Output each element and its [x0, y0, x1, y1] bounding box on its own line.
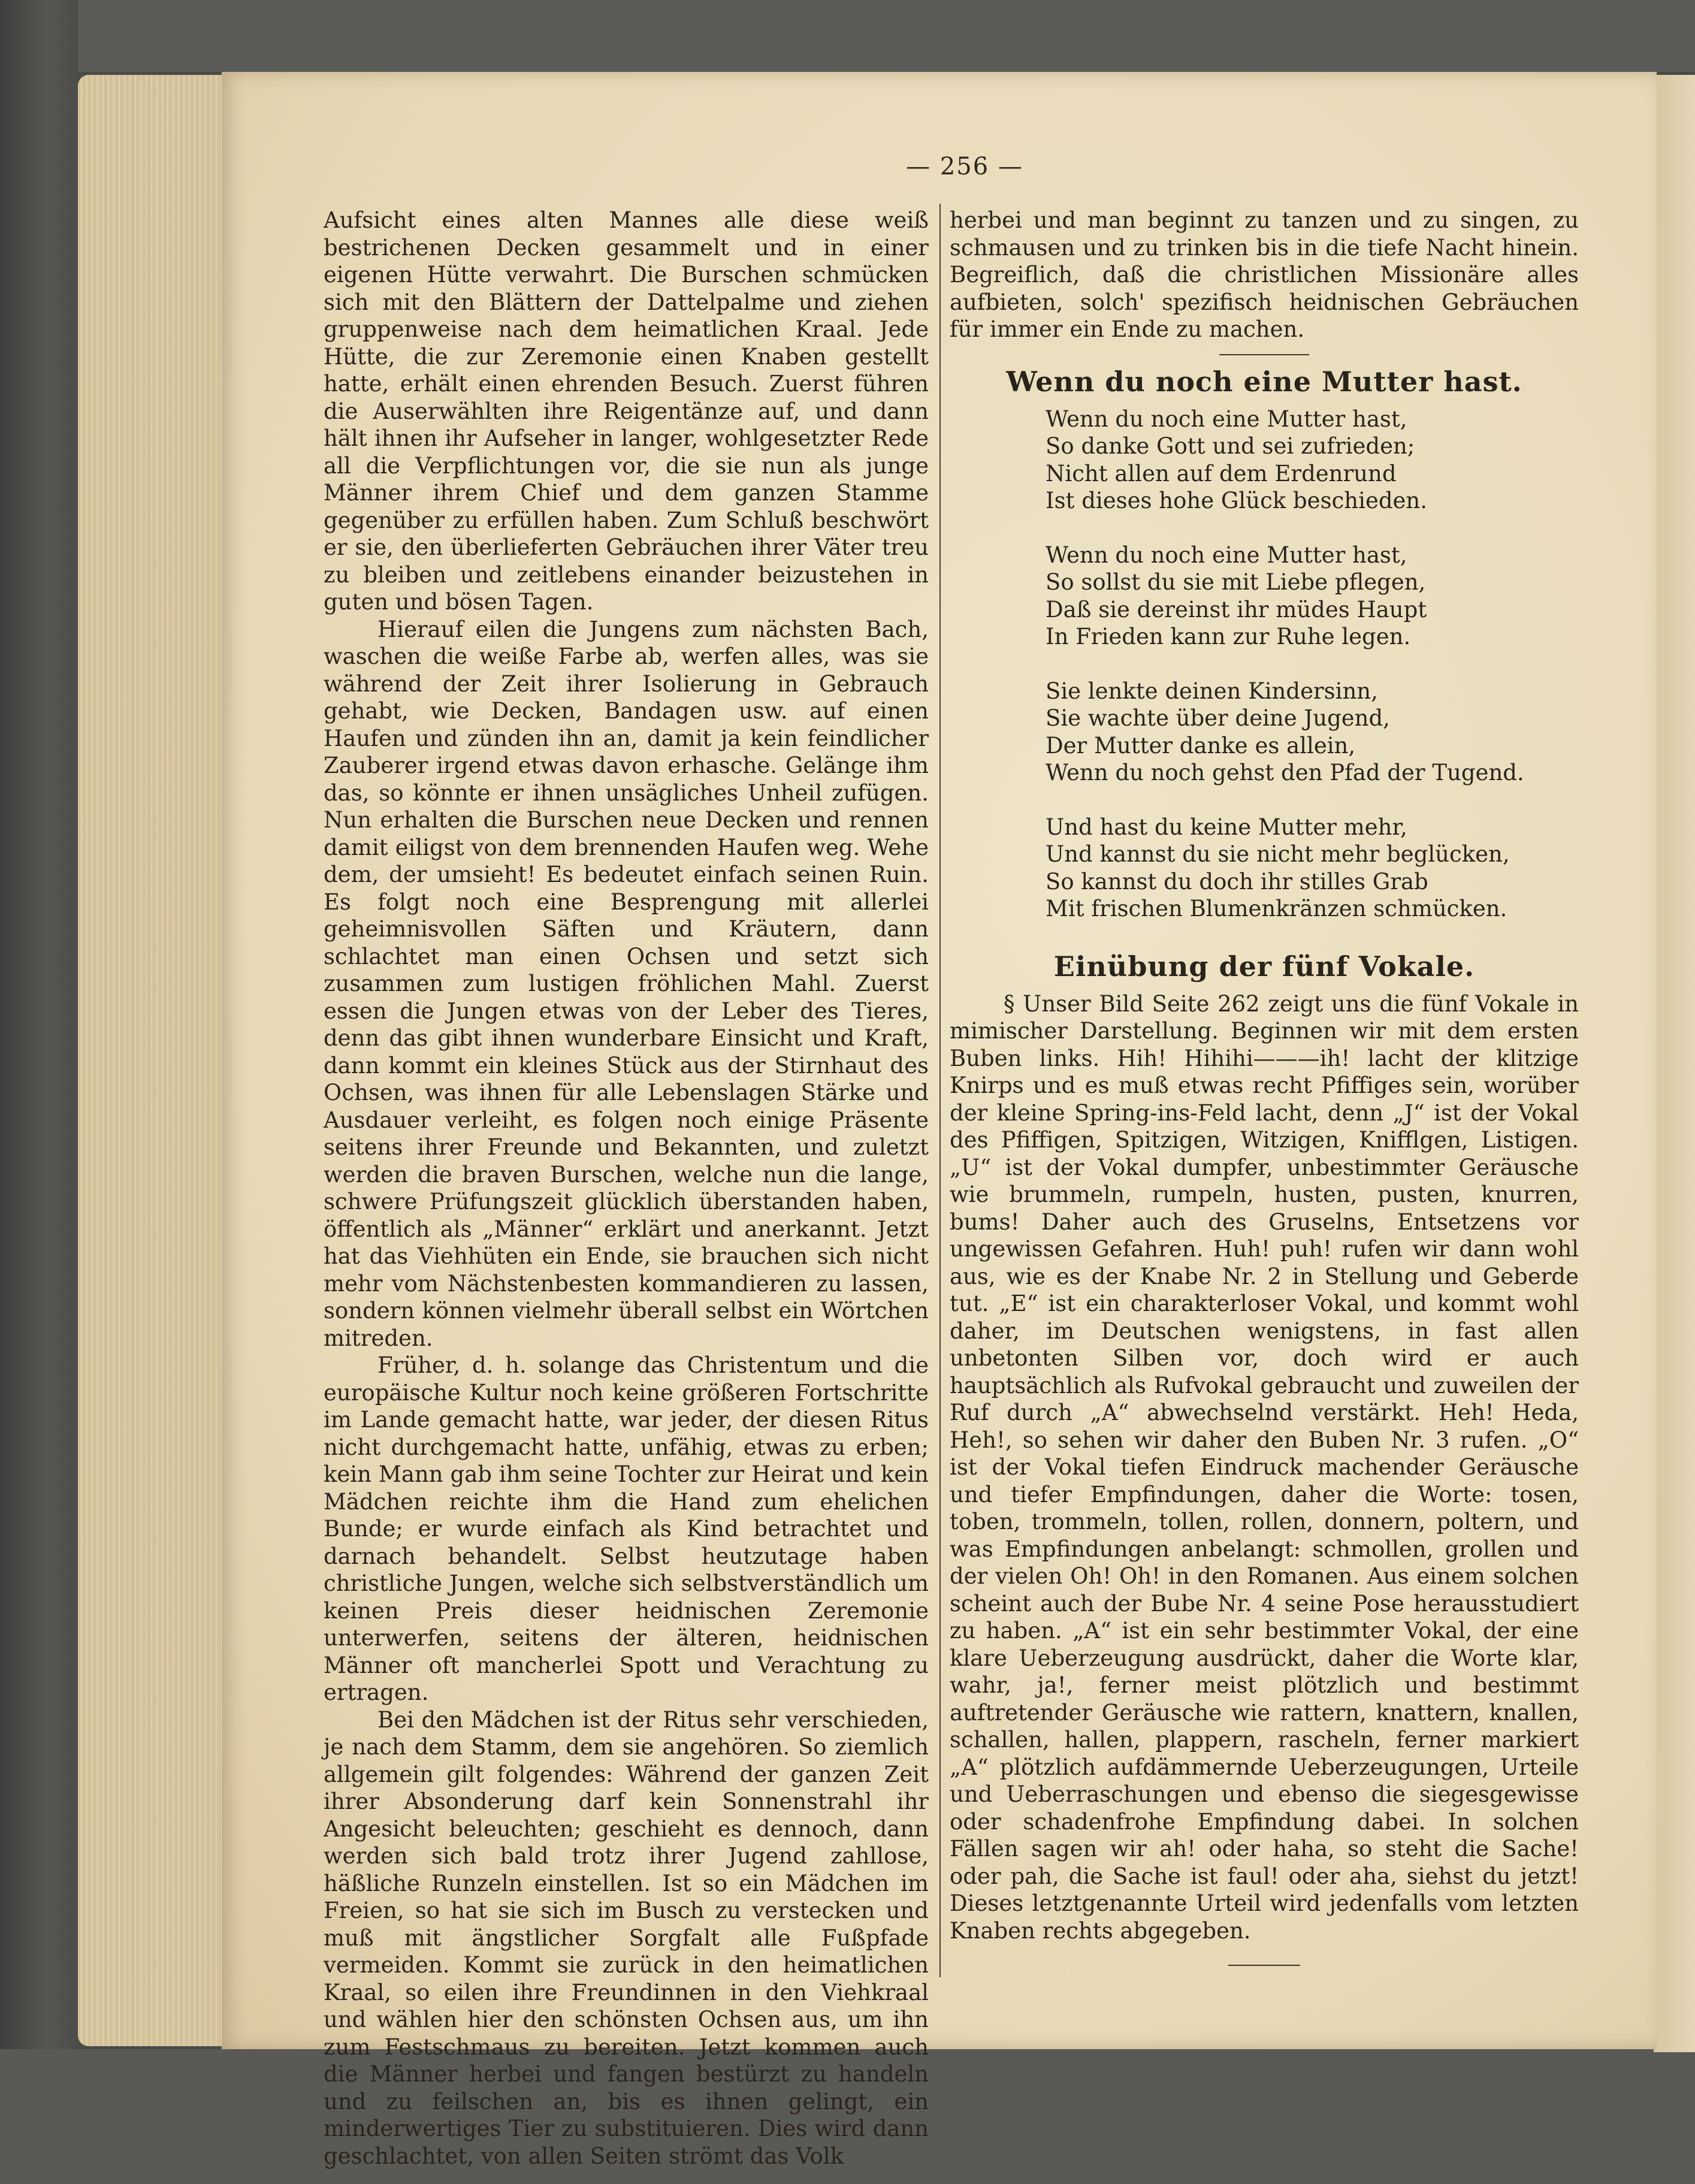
page-edge-stack-right — [1654, 75, 1695, 2052]
page-number: — 256 — — [906, 153, 1023, 180]
book-cover-left — [0, 0, 78, 2184]
poem-title: Wenn du noch eine Mutter hast. — [1006, 365, 1522, 398]
poem-line: Mit frischen Blumenkränzen schmücken. — [1046, 896, 1507, 922]
poem-line: Und hast du keine Mutter mehr, — [1046, 814, 1407, 840]
poem-line: Der Mutter danke es allein, — [1046, 732, 1356, 759]
page-edge-stack-left — [78, 75, 228, 2046]
left-paragraph: Früher, d. h. solange das Christentum und die europäische Kultur noch keine größeren Fortschritte im Lande gemacht hatte, war jeder, der diesen Ritus nicht durchgemacht hatte, unfähig, etwas zu erben; kein Mann gab ihm seine Tochter zur Heirat und kein Mädchen reichte ihm die Hand zum ehelichen Bunde; er wurde einfach als Kind betrachtet und darnach behandelt. Selbst heutzutage haben christliche Jungen, welche sich selbstverständlich um keinen Preis dieser heidnischen Zeremonie unterwerfen, seitens der älteren, heidnischen Männer oft mancherlei Spott und Verachtung zu ertragen. — [324, 1352, 929, 1705]
poem-line: Nicht allen auf dem Erdenrund — [1046, 460, 1397, 487]
poem-line: So sollst du sie mit Liebe pflegen, — [1046, 569, 1426, 595]
poem-stanza — [1046, 678, 1579, 787]
right-column — [950, 207, 1579, 1966]
poem-line: Ist dieses hohe Glück beschieden. — [1046, 488, 1428, 513]
left-paragraph: Bei den Mädchen ist der Ritus sehr verschieden, je nach dem Stamm, dem sie angehören. So ziemlich allgemein gilt folgendes: Während der ganzen Zeit ihrer Absonderung darf kein Sonnenstrahl ihr Angesicht beleuchten; geschieht es dennoch, dann werden sich bald trotz ihrer Jugend zahllose, häßliche Runzeln einstellen. Ist so ein Mädchen im Freien, so hat sie sich im Busch zu verstecken und muß mit ängstlicher Sorgfalt alle Fußpfade vermeiden. Kommt sie zurück in den heimatlichen Kraal, so eilen ihre Freundinnen in den Viehkraal und wählen hier den schönsten Ochsen aus, um ihn zum Festschmaus zu bereiten. Jetzt kommen auch die Männer herbei und fangen bestürzt zu handeln und zu feilschen an, bis es ihnen gelingt, ein minderwertiges Tier zu substituieren. Dies wird dann geschlachtet, von allen Seiten strömt das Volk — [324, 1706, 929, 2169]
article-body: § Unser Bild Seite 262 zeigt uns die fünf Vokale in mimischer Darstellung. Beginnen wir mit dem ersten Buben links. Hih! Hihihi———ih! lacht der klitzige Knirps und es muß etwas recht Pfiffiges sein, worüber der kleine Spring-ins-Feld lacht, denn „J“ ist der Vokal des Pfiffigen, Spitzigen, Witzigen, Knifflgen, Listigen. „U“ ist der Vokal dumpfer, unbestimmter Geräusche wie brummeln, rumpeln, husten, pusten, knurren, bums! Daher auch des Gruselns, Entsetzens vor ungewissen Gefahren. Huh! puh! rufen wir dann wohl aus, wie es der Knabe Nr. 2 in Stellung und Geberde tut. „E“ ist ein charakterloser Vokal, und kommt wohl daher, im Deutschen wenigstens, in fast allen unbetonten Silben vor, doch wird er auch hauptsächlich als Rufvokal gebraucht und zuweilen der Ruf durch „A“ abwechselnd verstärkt. Heh! Heda, Heh!, so sehen wir daher den Buben Nr. 3 rufen. „O“ ist der Vokal tiefen Eindruck machender Geräusche und tiefer Empfindungen, daher die Worte: tosen, toben, trommeln, tollen, rollen, donnern, poltern, und was Empfindungen anbelangt: schmollen, grollen und der vielen Oh! Oh! in den Romanen. Aus einem solchen scheint auch der Bube Nr. 4 seine Pose herausstudiert zu haben. „A“ ist ein sehr bestimmter Vokal, der eine klare Ueberzeugung ausdrückt, daher die Worte klar, wahr, ja!, ferner meist plötzlich und bestimmt auftretender Geräusche wie rattern, knattern, knallen, schallen, hallen, plappern, rascheln, ferner markiert „A“ plötzlich aufdämmernde Ueberzeugungen, Urteile und Ueberraschungen und ebenso die siegesgewisse oder schadenfrohe Empfindung dabei. In solchen Fällen sagen wir ah! oder haha, so steht die Sache! oder pah, die Sache ist faul! oder aha, siehst du jetzt! Dieses letztgenannte Urteil wird jedenfalls vom letzten Knaben rechts abgegeben. — [950, 990, 1579, 1944]
poem-stanza — [1046, 814, 1579, 923]
article-title: Einübung der fünf Vokale. — [1053, 950, 1475, 983]
book-cover-top — [0, 0, 1695, 72]
poem-line: Und kannst du sie nicht mehr beglücken, — [1046, 841, 1510, 867]
left-paragraph: Hierauf eilen die Jungens zum nächsten Bach, waschen die weiße Farbe ab, werfen alles, was sie während der Zeit ihrer Isolierung in Gebrauch gehabt, wie Decken, Bandagen usw. auf einen Haufen und zünden ihn an, damit ja kein feindlicher Zauberer irgend etwas davon erhasche. Gelänge ihm das, so könnte er ihnen unsägliches Unheil zufügen. Nun erhalten die Burschen neue Decken und rennen damit eiligst von dem brennenden Haufen weg. Wehe dem, der umsieht! Es bedeutet einfach seinen Ruin. Es folgt noch eine Besprengung mit allerlei geheimnisvollen Säften und Kräutern, dann schlachtet man einen Ochsen und setzt sich zusammen zum lustigen fröhlichen Mahl. Zuerst essen die Jungen etwas von der Leber des Tieres, denn das gibt ihnen wunderbare Einsicht und Kraft, dann kommt ein kleines Stück aus der Stirnhaut des Ochsen, was ihnen für alle Lebenslagen Stärke und Ausdauer verleiht, es folgen noch einige Präsente seitens ihrer Freunde und Bekannten, und zuletzt werden die braven Burschen, welche nun die lange, schwere Prüfungszeit glücklich überstanden haben, öffentlich als „Männer“ erklärt und anerkannt. Jetzt hat das Viehhüten ein Ende, sie brauchen sich nicht mehr vom Nächstenbesten kommandieren zu lassen, sondern können vielmehr überall selbst ein Wörtchen mitreden. — [324, 616, 929, 1351]
poem-line: Wenn du noch eine Mutter hast, — [1046, 406, 1407, 432]
left-paragraph: Aufsicht eines alten Mannes alle diese weiß bestrichenen Decken gesammelt und in einer eigenen Hütte verwahrt. Die Burschen schmücken sich mit den Blättern der Dattelpalme und ziehen gruppenweise nach dem heimatlichen Kraal. Jede Hütte, die zur Zeremonie einen Knaben gestellt hatte, erhält einen ehrenden Besuch. Zuerst führen die Auserwählten ihre Reigentänze auf, und dann hält ihnen ihr Aufseher in langer, wohlgesetzter Rede all die Verpflichtungen vor, die sie nun als junge Männer ihrem Chief und dem ganzen Stamme gegenüber zu erfüllen haben. Zum Schluß beschwört er sie, den überlieferten Gebräuchen ihrer Väter treu zu bleiben und zeitlebens einander beizustehen in guten und bösen Tagen. — [324, 207, 929, 615]
poem-stanza — [1046, 542, 1579, 651]
poem-line: Wenn du noch eine Mutter hast, — [1046, 542, 1407, 568]
poem-line: So danke Gott und sei zufrieden; — [1046, 433, 1415, 459]
poem-line: In Frieden kann zur Ruhe legen. — [1046, 624, 1411, 650]
section-rule — [1219, 354, 1309, 355]
poem-line: So kannst du doch ihr stilles Grab — [1046, 868, 1428, 895]
right-intro-paragraph: herbei und man beginnt zu tanzen und zu singen, zu schmausen und zu trinken bis in die tiefe Nacht hinein. Begreiflich, daß die christlichen Missionäre alles aufbieten, solch' spezifisch heidnischen Gebräuchen für immer ein Ende zu machen. — [950, 207, 1579, 342]
left-column — [324, 207, 929, 2170]
column-divider — [939, 204, 941, 1977]
poem-line: Wenn du noch gehst den Pfad der Tugend. — [1046, 760, 1524, 786]
poem-line: Sie lenkte deinen Kindersinn, — [1046, 678, 1378, 704]
poem — [950, 406, 1579, 923]
poem-line: Daß sie dereinst ihr müdes Haupt — [1046, 596, 1427, 623]
poem-stanza — [1046, 406, 1579, 515]
poem-line: Sie wachte über deine Jugend, — [1046, 705, 1390, 731]
end-rule — [1228, 1965, 1300, 1966]
